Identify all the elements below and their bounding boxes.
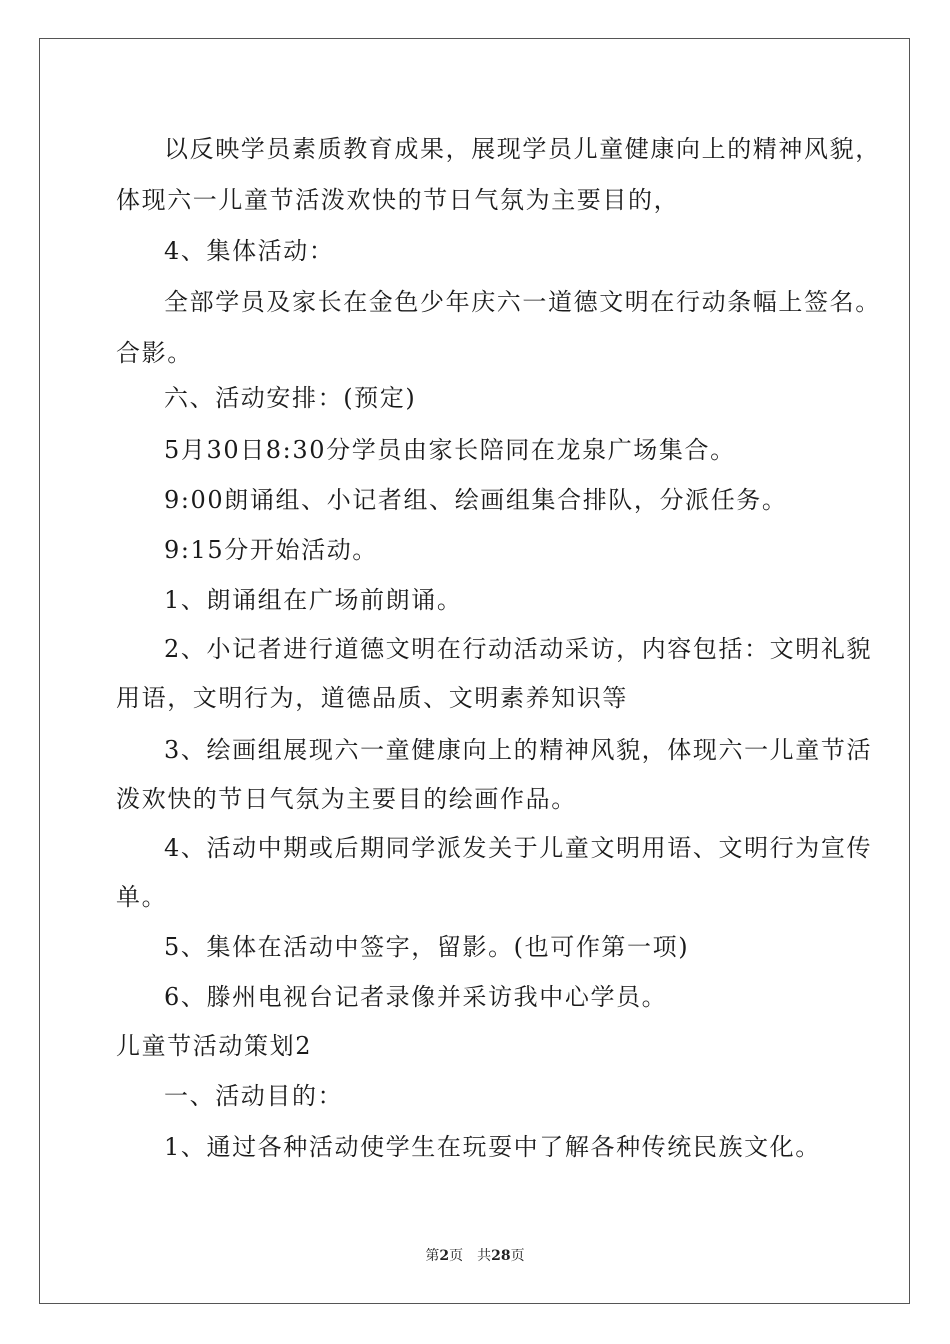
- paragraph-line: 1、通过各种活动使学生在玩耍中了解各种传统民族文化。: [164, 1133, 821, 1161]
- total-pages: 28: [491, 1248, 511, 1264]
- page-prefix: 第: [425, 1248, 440, 1264]
- page-number: 2: [439, 1248, 450, 1264]
- paragraph-line: 全部学员及家长在金色少年庆六一道德文明在行动条幅上签名。: [164, 288, 881, 316]
- paragraph-line: 4、集体活动：: [164, 237, 335, 265]
- paragraph-line: 以反映学员素质教育成果，展现学员儿童健康向上的精神风貌，: [164, 135, 881, 163]
- paragraph-line: 用语，文明行为，道德品质、文明素养知识等: [116, 684, 628, 712]
- document-title: 儿童节活动策划2: [116, 1032, 313, 1060]
- paragraph-line: 6、滕州电视台记者录像并采访我中心学员。: [164, 983, 668, 1011]
- paragraph-line: 合影。: [116, 339, 193, 367]
- page-suffix: 页: [449, 1248, 464, 1264]
- section-heading: 六、活动安排：(预定): [164, 384, 417, 412]
- paragraph-line: 1、朗诵组在广场前朗诵。: [164, 586, 463, 614]
- paragraph-line: 5月30日8:30分学员由家长陪同在龙泉广场集合。: [164, 436, 736, 464]
- paragraph-line: 体现六一儿童节活泼欢快的节日气氛为主要目的，: [116, 186, 680, 214]
- page-border: [39, 38, 910, 1304]
- paragraph-line: 5、集体在活动中签字，留影。(也可作第一项): [164, 933, 690, 961]
- paragraph-line: 9:00朗诵组、小记者组、绘画组集合排队，分派任务。: [164, 486, 788, 514]
- total-suffix: 页: [510, 1248, 525, 1264]
- paragraph-line: 3、绘画组展现六一童健康向上的精神风貌，体现六一儿童节活: [164, 736, 873, 764]
- paragraph-line: 9:15分开始活动。: [164, 536, 378, 564]
- paragraph-line: 2、小记者进行道德文明在行动活动采访，内容包括：文明礼貌: [164, 635, 873, 663]
- total-prefix: 共: [477, 1248, 492, 1264]
- paragraph-line: 泼欢快的节日气氛为主要目的绘画作品。: [116, 785, 577, 813]
- paragraph-line: 单。: [116, 883, 168, 911]
- section-heading: 一、活动目的：: [164, 1082, 344, 1110]
- page-footer: [0, 1246, 950, 1266]
- paragraph-line: 4、活动中期或后期同学派发关于儿童文明用语、文明行为宣传: [164, 834, 873, 862]
